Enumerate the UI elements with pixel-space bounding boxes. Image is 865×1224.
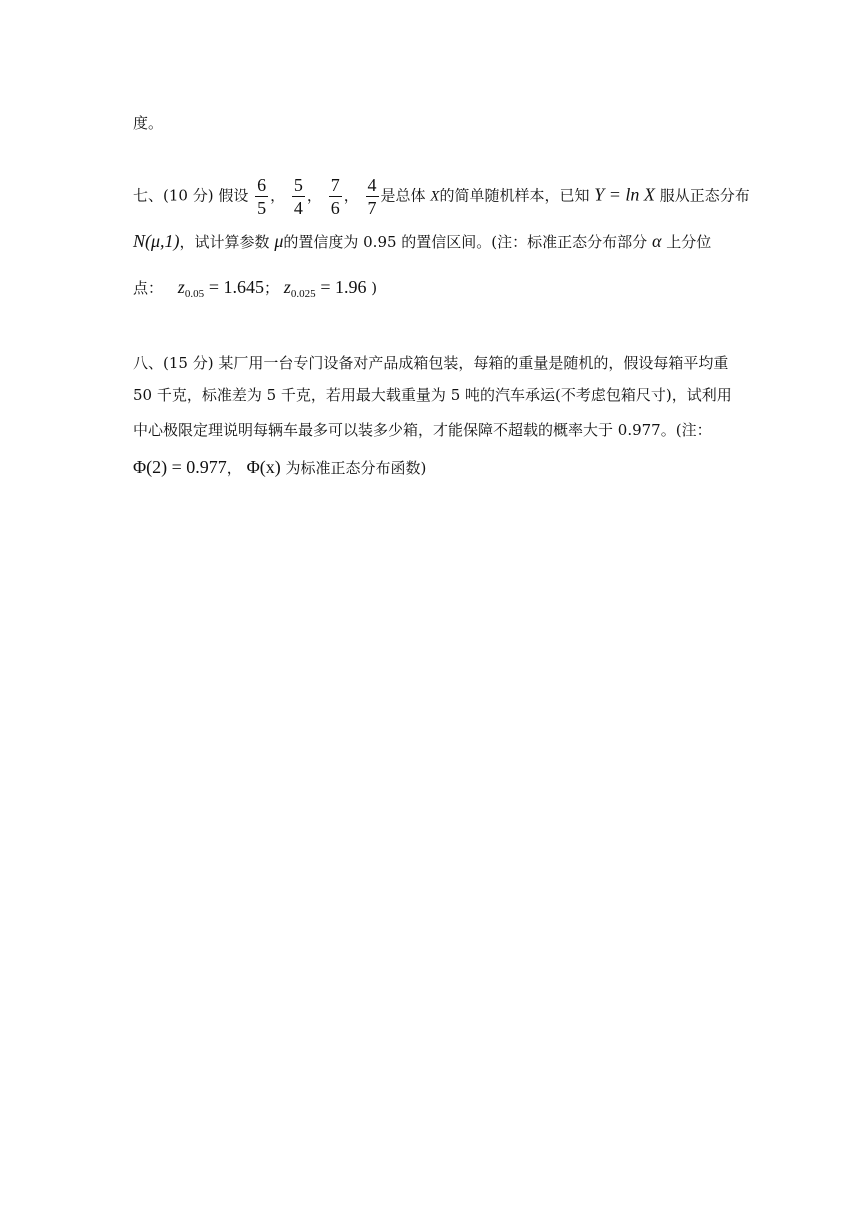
fraction-2: $\frac{5}{4}$ [293, 175, 303, 218]
q8-line-1: 八、(15 分) 某厂用一台专门设备对产品成箱包装，每箱的重量是随机的，假设每箱平均重 [133, 354, 729, 372]
top-fragment: 度。 [133, 114, 164, 132]
q7-line-1: 七、(10 分) 假设 $\frac{6}{5}$ ， $\frac{5}{4}$ ， $\frac{7}{6}$ ， $\frac{4}{7}$ 是总体 X的简单随机样本，已知 Y = ln X 服从正态分布 [133, 175, 750, 218]
z-0025: $z_{0.025}$ [283, 277, 316, 300]
mu: μ [274, 231, 284, 251]
q7-prefix: 七、(10 分) 假设 [133, 186, 249, 205]
fraction-1: $\frac{6}{5}$ [257, 175, 267, 218]
alpha: α [651, 231, 662, 251]
var-X: X [430, 188, 440, 205]
formula-Y: Y = ln X [594, 184, 655, 205]
q7-line-3: 点： $z_{0.05} = 1.645$； $z_{0.025} = 1.96$ ) [133, 277, 378, 300]
phi-x: Φ(x) [246, 457, 281, 477]
q8-line-4: Φ(2) = 0.977， Φ(x) 为标准正态分布函数) [133, 457, 427, 477]
fraction-3: $\frac{7}{6}$ [330, 175, 340, 218]
q8-line-3: 中心极限定理说明每辆车最多可以装多少箱，才能保障不超载的概率大于 0.977。(注： [133, 421, 712, 439]
phi-2: Φ(2) = 0.977 [133, 457, 227, 477]
q7-line-2: N(μ,1)，试计算参数 μ的置信度为 0.95 的置信区间。(注：标准正态分布部分 α 上分位 [133, 231, 712, 251]
z-005: $z_{0.05}$ [177, 277, 205, 300]
q8-line-2: 50 千克，标准差为 5 千克，若用最大载重量为 5 吨的汽车承运(不考虑包箱尺寸)，试利用 [133, 386, 732, 404]
dist-N: N(μ,1) [133, 231, 180, 251]
fraction-4: $\frac{4}{7}$ [367, 175, 377, 218]
